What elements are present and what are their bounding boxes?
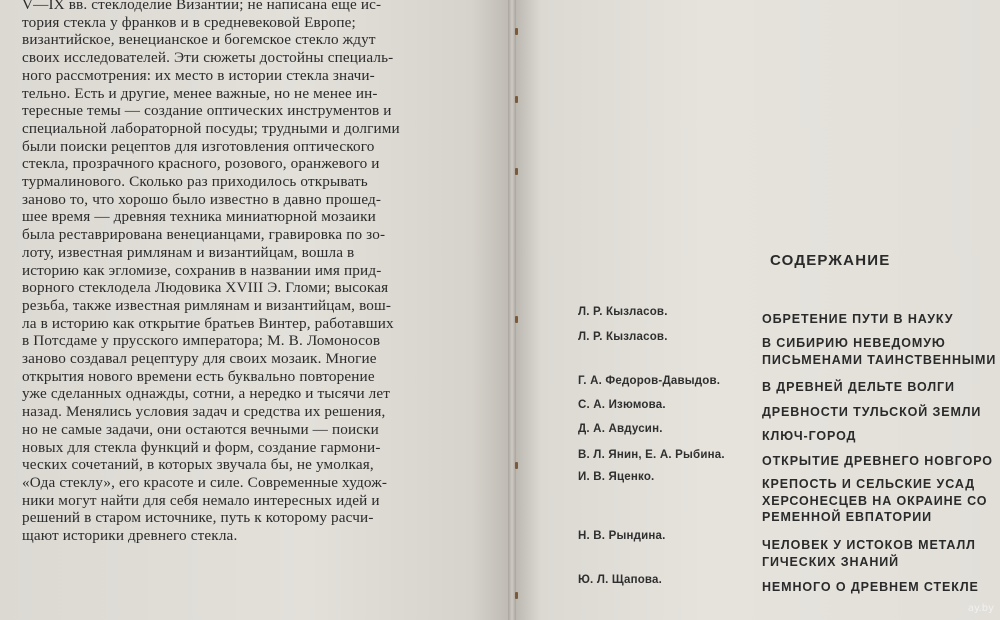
toc-heading: СОДЕРЖАНИЕ [770,252,891,269]
text-line: но не самые задачи, они остаются вечными — поиски [22,420,379,438]
binding-stitch [515,28,518,35]
toc-title-line: ГИЧЕСКИХ ЗНАНИЙ [762,554,900,569]
left-page-text [22,0,400,545]
text-line: была реставрирована венецианцами, гравировка по зо- [22,226,386,244]
toc-title-line: В ДРЕВНЕЙ ДЕЛЬТЕ ВОЛГИ [762,380,955,394]
text-line: резьба, также известная римлянам и византийцам, вош- [22,296,392,314]
text-line: заново создавал рецептуру для своих мозаик. Многие [22,350,377,368]
text-line: уже сделанных однажды, сотни, а нередко и тысячи лет [22,385,391,403]
text-line: заново то, что хорошо было известно в давно прошед- [22,190,382,208]
toc-author: В. Л. Янин, Е. А. Рыбина. [578,449,725,461]
toc-title-line: ДРЕВНОСТИ ТУЛЬСКОЙ ЗЕМЛИ [762,405,982,419]
binding-stitch [515,462,518,469]
text-line: ческих сочетаний, в которых звучала бы, не умолкая, [22,456,374,474]
text-line: лоту, известная римлянам и византийцам, вошла в [22,243,355,261]
text-line: тересные темы — создание оптических инструментов и [22,102,392,120]
text-line: «Ода стеклу», его красоте и силе. Современные худож- [22,473,388,491]
text-line: историю как эгломизе, сохранив в названии имя прид- [22,261,382,279]
binding-stitch [515,96,518,103]
toc-author: И. В. Яценко. [578,471,655,483]
text-line: специальной лабораторной посуды; трудными и долгими [22,119,400,137]
toc-title [762,428,856,445]
toc-title [762,379,955,396]
text-line: шее время — древняя техника миниатюрной мозаики [22,208,376,226]
text-line: новых для стекла функций и форм, создание гармони- [22,438,381,456]
watermark: ay.by [967,603,994,614]
toc-title [762,579,979,596]
toc-title-line: РЕМЕННОЙ ЕВПАТОРИИ [762,510,932,524]
toc-title-line: НЕМНОГО О ДРЕВНЕМ СТЕКЛЕ [762,580,979,594]
toc-author: Д. А. Авдусин. [578,423,663,435]
toc-author: Ю. Л. Щапова. [578,574,663,586]
text-line: ла в историю как открытие братьев Винтер, работавших [22,314,394,332]
text-line: стекла, прозрачного красного, розового, оранжевого и [22,155,380,173]
toc-author: Л. Р. Кызласов. [578,331,668,343]
toc-author: Л. Р. Кызласов. [578,306,668,318]
text-line: ного рассмотрения: их место в истории стекла значи- [22,66,375,84]
toc-title-line: ХЕРСОНЕСЦЕВ НА ОКРАИНЕ СО [762,493,988,508]
text-line: византийское, венецианское и богемское стекло ждут [22,31,376,49]
binding-stitch [515,168,518,175]
book-spine [508,0,516,620]
text-line: открытия нового времени есть буквально повторение [22,367,375,385]
text-line: щают историки древнего стекла. [22,527,238,545]
text-line: тория стекла у франков и в средневековой Европе; [22,13,356,31]
toc-title-line: ПИСЬМЕНАМИ ТАИНСТВЕННЫМИ [762,352,997,367]
text-line: ники могут найти для себя немало интересных идей и [22,491,380,509]
binding-stitch [515,592,518,599]
toc-title [762,335,996,368]
text-line: ворного стеклодела Людовика XVIII Э. Гломи; высокая [22,279,389,297]
toc-author: Н. В. Рындина. [578,530,666,542]
toc-author: С. А. Изюмова. [578,399,666,411]
text-line: своих исследователей. Эти сюжеты достойны специаль- [22,49,394,67]
toc-title [762,311,953,328]
text-line: турмалинового. Сколько раз приходилось открывать [22,173,368,191]
text-line: V—IX вв. стеклоделие Византии; не написана еще ис- [22,0,382,13]
binding-stitch [515,316,518,323]
toc-title-line: ОТКРЫТИЕ ДРЕВНЕГО НОВГОРО [762,454,993,468]
toc-title-line: ОБРЕТЕНИЕ ПУТИ В НАУКУ [762,312,954,326]
text-line: в Потсдаме у прусского императора; М. В. Ломоносов [22,332,381,350]
toc-title [762,476,987,526]
text-line: тельно. Есть и другие, менее важные, но не менее ин- [22,84,378,102]
toc-title [762,453,993,470]
toc-author: Г. А. Федоров-Давыдов. [578,375,721,387]
text-line: назад. Менялись условия задач и средства их решения, [22,403,386,421]
toc-title-line: В СИБИРИЮ НЕВЕДОМУЮ [762,336,946,350]
toc-title [762,537,976,570]
toc-title-line: ЧЕЛОВЕК У ИСТОКОВ МЕТАЛЛ [762,538,976,552]
toc-title-line: КЛЮЧ-ГОРОД [762,429,857,443]
toc-title [762,404,981,421]
text-line: были поиски рецептов для изготовления оптического [22,137,375,155]
toc-title-line: КРЕПОСТЬ И СЕЛЬСКИЕ УСАД [762,477,976,491]
text-line: решений в старом источнике, путь к которому расчи- [22,509,374,527]
